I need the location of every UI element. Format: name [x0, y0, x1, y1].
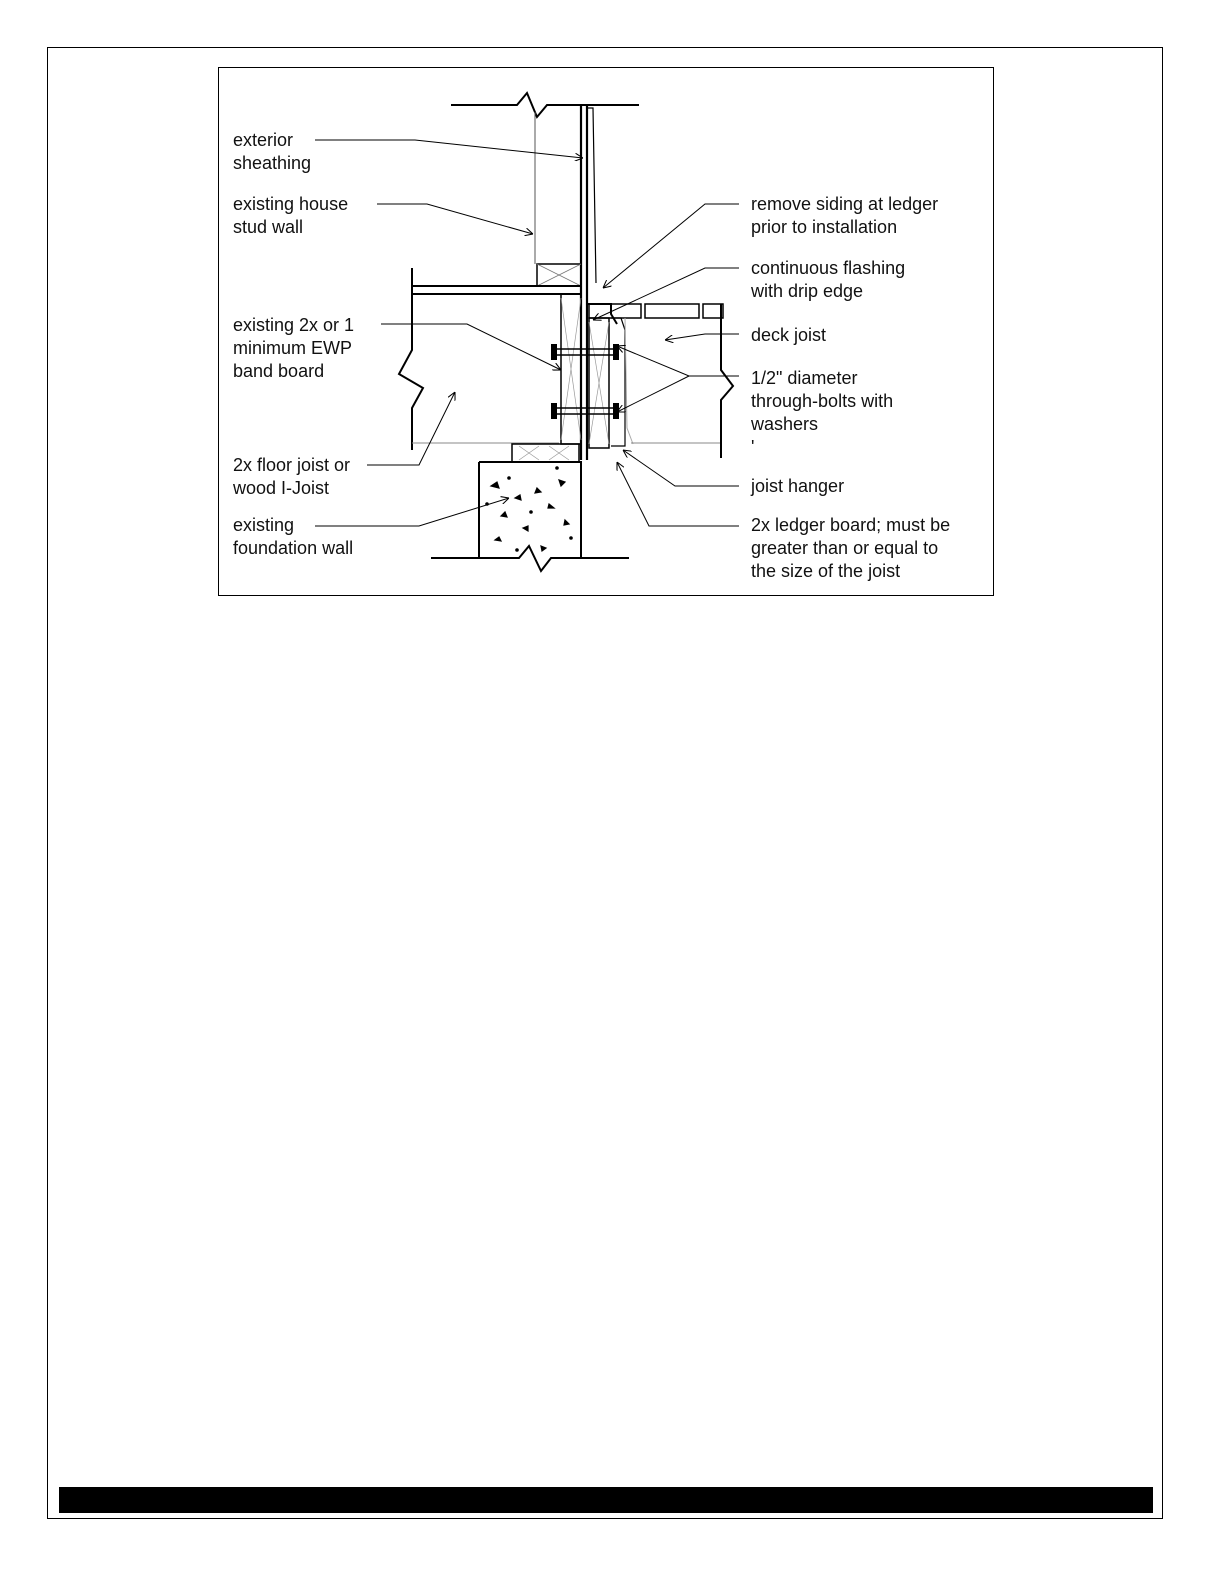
stray-mark: '	[751, 437, 755, 457]
label-remove-siding: remove siding at ledger prior to installation	[751, 194, 939, 237]
flashing	[587, 278, 617, 324]
label-joist-hanger: joist hanger	[751, 476, 845, 496]
leader-lines	[315, 140, 739, 526]
siding-above-ledger	[587, 108, 596, 283]
sill-plate	[512, 444, 579, 462]
label-ledger-board: 2x ledger board; must be greater than or equal to the size of the joist	[751, 515, 951, 581]
bottom-break-line	[431, 546, 629, 571]
label-flashing: continuous flashing with drip edge	[751, 258, 906, 301]
left-break-line	[399, 268, 423, 450]
footer-bar	[59, 1487, 1153, 1513]
label-deck-joist: deck joist	[751, 325, 827, 345]
foundation-wall	[479, 462, 581, 558]
top-break-line	[451, 93, 639, 117]
decking-board-2	[645, 304, 699, 318]
label-band-board: existing 2x or 1 minimum EWP band board	[233, 315, 355, 381]
ledger-detail-figure	[218, 67, 994, 596]
label-floor-joist: 2x floor joist or wood I-Joist	[233, 455, 351, 498]
joist-hanger	[611, 318, 625, 446]
right-break-line	[721, 304, 733, 458]
concrete-aggregate	[486, 467, 572, 551]
label-exterior-sheathing: exterior sheathing	[233, 130, 312, 173]
label-through-bolts: 1/2" diameter through-bolts with washers	[751, 368, 894, 434]
decking-board-1	[589, 304, 641, 318]
label-foundation-wall: existing foundation wall	[233, 515, 354, 558]
label-stud-wall: existing house stud wall	[233, 194, 349, 237]
deck-joist-outline	[625, 318, 633, 444]
